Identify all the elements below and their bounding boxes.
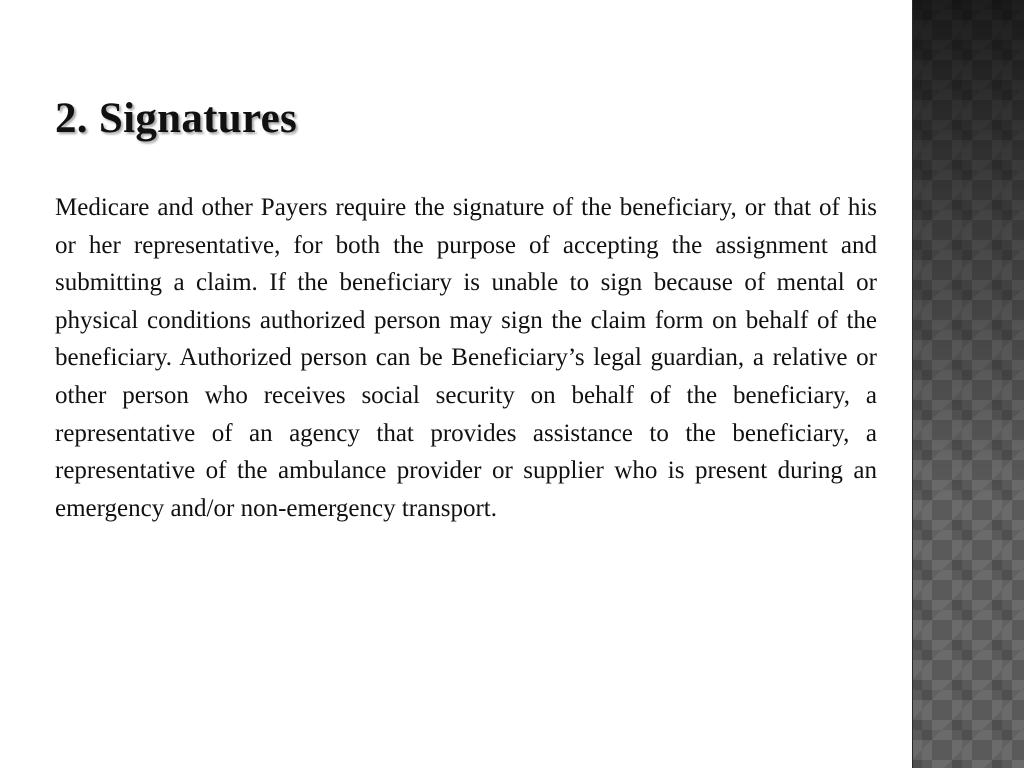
slide-body-text: Medicare and other Payers require the signature of the beneficiary, or that of his or her representative, for both the purpose of accepting the assignment and submitting a claim. If the beneficiary is unable to sign because of mental or physical conditions authorized person may sign the claim form on behalf of the beneficiary. Authorized person can be Beneficiary’s legal guardian, a relative or other person who receives social security on behalf of the beneficiary, a representative of an agency that provides assistance to the beneficiary, a representative of the ambulance provider or supplier who is present during an emergency and/or non-emergency transport. <box>55 194 877 522</box>
decorative-side-panel <box>912 0 1024 768</box>
slide-title: 2. Signatures <box>55 95 298 142</box>
